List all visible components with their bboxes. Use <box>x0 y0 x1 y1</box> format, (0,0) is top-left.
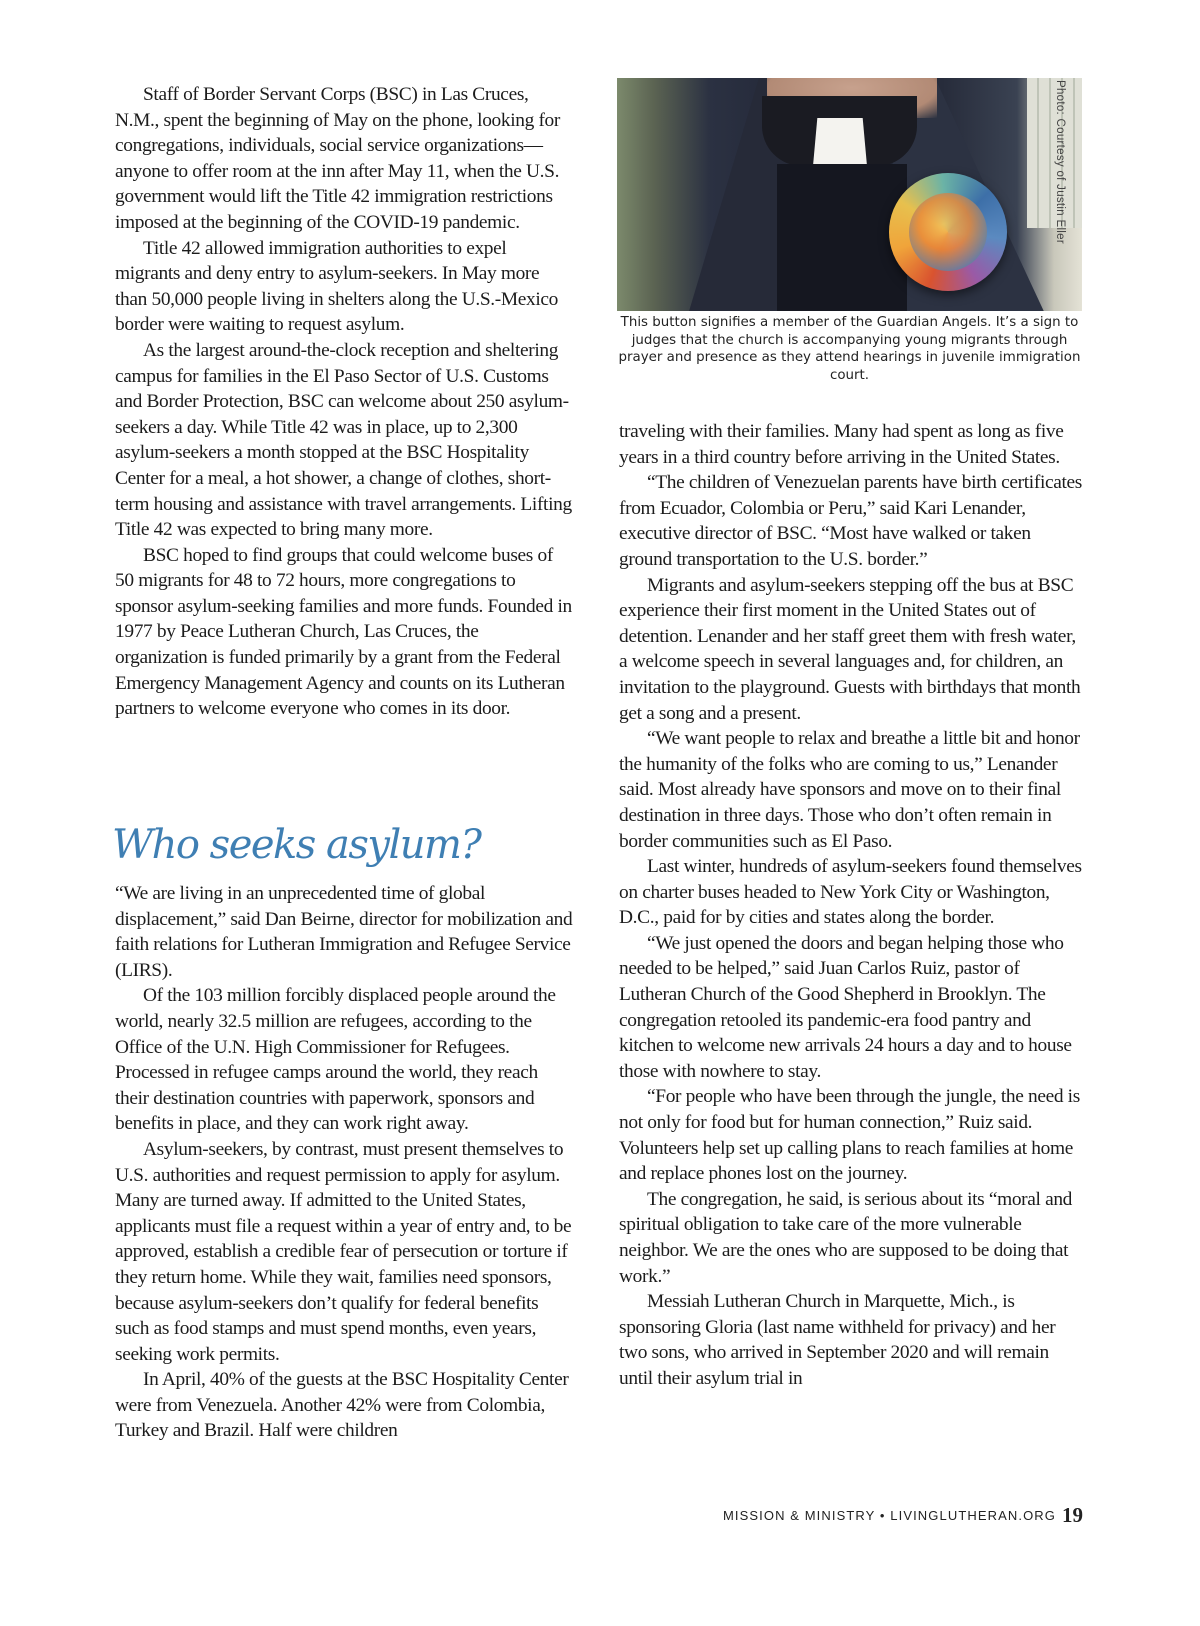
body-paragraph: Title 42 allowed immigration authorities to expel migrants and deny entry to asylum-seekers. In May more than 50,000 people living in shelters along the U.S.-Mexico border were waiting to request asylum. <box>115 237 559 336</box>
black-shirt <box>777 164 907 311</box>
right-column <box>619 419 1084 1392</box>
body-paragraph: “The children of Venezuelan parents have birth certificates from Ecuador, Colombia or Peru,” said Kari Lenander, executive director of BSC. “Most have walked or taken ground transportation to the U.S. border.” <box>619 472 1082 570</box>
guardian-angels-pin <box>889 173 1007 291</box>
photo-credit: Photo: Courtesy of Justin Eller <box>1054 80 1066 244</box>
photo-caption: This button signifies a member of the Guardian Angels. It’s a sign to judges that the church is accompanying young migrants through prayer and presence as they attend hearings in juvenile immigration court. <box>618 315 1081 383</box>
body-paragraph: In April, 40% of the guests at the BSC Hospitality Center were from Venezuela. Another 42% were from Colombia, Turkey and Brazil. Half were children <box>115 1369 569 1442</box>
body-paragraph: As the largest around-the-clock reception and sheltering campus for families in the El Paso Sector of U.S. Customs and Border Protection, BSC can welcome about 250 asylum-seekers a day. While Title 42 was in place, up to 2,300 asylum-seekers a month stopped at the BSC Hospitality Center for a meal, a hot shower, a change of clothes, short-term housing and assistance with travel arrangements. Lifting Title 42 was expected to bring many more. <box>115 339 572 541</box>
page-number: 19 <box>1062 1503 1083 1527</box>
body-paragraph: Last winter, hundreds of asylum-seekers found themselves on charter buses headed to New York City or Washington, D.C., paid for by cities and states along the border. <box>619 856 1082 929</box>
body-paragraph: The congregation, he said, is serious about its “moral and spiritual obligation to take care of the more vulnerable neighbor. We are the ones who are supposed to be doing that work.” <box>619 1188 1073 1287</box>
body-paragraph: Migrants and asylum-seekers stepping off the bus at BSC experience their first moment in the United States out of detention. Lenander and her staff greet them with fresh water, a welcome speech in several languages and, for children, an invitation to the playground. Guests with birthdays that month get a song and a present. <box>619 574 1081 724</box>
body-paragraph: Of the 103 million forcibly displaced people around the world, nearly 32.5 million are refugees, according to the Office of the U.N. High Commissioner for Refugees. Processed in refugee camps around the world, they reach their destination countries with paperwork, sponsors and benefits in place, and they can work right away. <box>115 985 556 1135</box>
body-paragraph: Staff of Border Servant Corps (BSC) in Las Cruces, N.M., spent the beginning of May on the phone, looking for congregations, individuals, social service organizations—anyone to offer room at the inn after May 11, when the U.S. government would lift the Title 42 immigration restrictions imposed at the beginning of the COVID-19 pandemic. <box>115 84 561 233</box>
left-column-bottom <box>115 881 573 1444</box>
body-paragraph: BSC hoped to find groups that could welcome buses of 50 migrants for 48 to 72 hours, more congregations to sponsor asylum-seeking families and more funds. Founded in 1977 by Peace Lutheran Church, Las Cruces, the organization is funded primarily by a grant from the Federal Emergency Management Agency and counts on its Lutheran partners to welcome everyone who comes in its door. <box>115 544 572 720</box>
body-paragraph: Messiah Lutheran Church in Marquette, Mich., is sponsoring Gloria (last name withheld for privacy) and her two sons, who arrived in September 2020 and will remain until their asylum trial in <box>619 1291 1056 1389</box>
body-paragraph: Asylum-seekers, by contrast, must present themselves to U.S. authorities and request permission to apply for asylum. Many are turned away. If admitted to the United States, applicants must file a request within a year of entry and, to be approved, establish a credible fear of persecution or torture if they return home. While they wait, families need sponsors, because asylum-seekers don’t qualify for federal benefits such as food stamps and must spend months, even years, seeking work permits. <box>115 1138 572 1365</box>
body-paragraph: “We want people to relax and breathe a little bit and honor the humanity of the folks who are coming to us,” Lenander said. Most already have sponsors and move on to their final destination in three days. Those who don’t often remain in border communities such as El Paso. <box>619 728 1080 852</box>
guardian-angels-button-photo <box>617 78 1082 311</box>
body-paragraph: “We are living in an unprecedented time of global displacement,” said Dan Beirne, director for mobilization and faith relations for Lutheran Immigration and Refugee Service (LIRS). <box>115 883 573 981</box>
footer-section-label: MISSION & MINISTRY • LIVINGLUTHERAN.ORG <box>722 1508 1056 1523</box>
body-paragraph: “We just opened the doors and began helping those who needed to be helped,” said Juan Carlos Ruiz, pastor of Lutheran Church of the Good Shepherd in Brooklyn. The congregation retooled its pandemic-era food pantry and kitchen to welcome new arrivals 24 hours a day and to house those with nowhere to stay. <box>619 932 1072 1082</box>
pin-artwork <box>909 193 987 271</box>
body-paragraph: “For people who have been through the jungle, the need is not only for food but for human connection,” Ruiz said. Volunteers help set up calling plans to reach families at home and replace phones lost on the journey. <box>619 1086 1080 1185</box>
section-heading: Who seeks asylum? <box>112 822 481 868</box>
white-collar-tab <box>813 118 867 166</box>
left-column-top <box>115 82 573 722</box>
page-footer <box>723 1503 1083 1528</box>
body-paragraph: traveling with their families. Many had spent as long as five years in a third country before arriving in the United States. <box>619 421 1064 468</box>
